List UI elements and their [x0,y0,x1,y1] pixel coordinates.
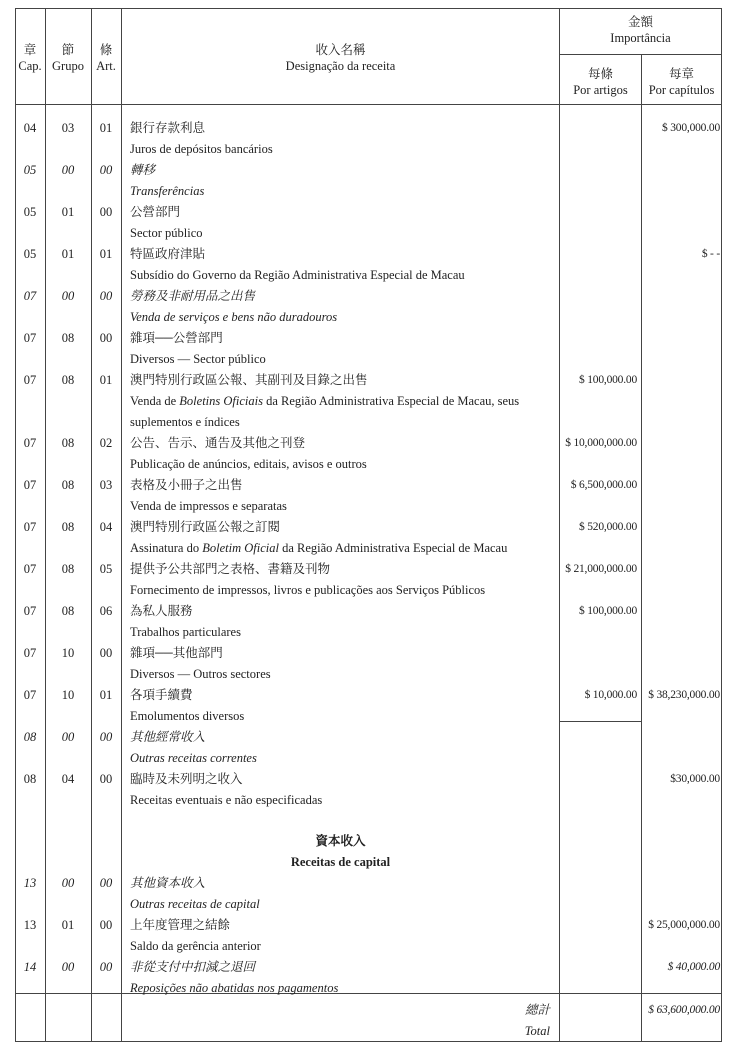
designation-zh: 公告、告示、通告及其他之刊登 [130,436,306,450]
table-row [15,517,722,538]
table-row-pt [15,936,722,957]
designation-pt: Outras receitas correntes [130,751,257,765]
art-cell: 00 [99,960,113,974]
table-row [15,915,722,936]
table-row [15,769,722,790]
designation-zh: 轉移 [130,163,156,177]
designation-pt: Receitas eventuais e não especificadas [130,793,323,807]
header-art [91,42,121,74]
table-row-pt [15,894,722,915]
header-importancia [560,14,721,46]
designation-pt: Venda de impressos e separatas [130,499,287,513]
header-por-artigos-zh: 每條 [587,67,613,81]
table-row-pt [15,622,722,643]
designation-pt: Subsídio do Governo da Região Administrativa Especial de Macau [130,268,465,282]
grupo-cell: 08 [61,436,75,450]
amount-por-artigo: $ 10,000,000.00 [565,437,637,449]
grupo-cell: 01 [61,247,75,261]
total-label-zh: 總計 [524,1003,550,1017]
header-grupo-zh: 節 [61,43,75,57]
amount-por-artigo: $ 6,500,000.00 [570,479,637,491]
table-row-pt [15,391,722,433]
header-por-capitulos-pt: Por capítulos [648,83,715,97]
art-cell: 01 [99,373,113,387]
amount-por-artigo: $ 100,000.00 [579,374,637,386]
grupo-cell: 08 [61,331,75,345]
amount-por-artigo: $ 520,000.00 [579,521,637,533]
grupo-cell: 00 [61,876,75,890]
cap-cell: 14 [23,960,37,974]
cap-cell: 07 [23,688,37,702]
designation-pt [130,538,507,559]
designation-zh: 非從支付中扣減之退回 [130,960,256,974]
designation-pt [130,391,560,433]
table-row-pt [15,706,722,727]
art-cell: 00 [99,646,113,660]
grupo-cell: 10 [61,646,75,660]
art-cell: 05 [99,562,113,576]
amount-por-capitulo: $ 300,000.00 [662,122,720,134]
header-art-pt: Art. [96,59,116,73]
table-row-pt [15,748,722,769]
cap-cell: 07 [23,478,37,492]
header-grupo [45,42,91,74]
grupo-cell: 08 [61,373,75,387]
cap-cell: 08 [23,730,37,744]
grupo-cell: 00 [61,960,75,974]
cap-cell: 07 [23,373,37,387]
table-row-pt [15,790,722,811]
art-cell: 00 [99,876,113,890]
table-row [15,328,722,349]
amount-por-capitulo: $ - - [701,248,720,260]
section-heading-pt: Receitas de capital [290,855,391,869]
designation-pt: Juros de depósitos bancários [130,142,273,156]
designation-zh: 公營部門 [130,205,181,219]
cap-cell: 07 [23,520,37,534]
table-row-pt [15,538,722,559]
art-cell: 03 [99,478,113,492]
cap-cell: 07 [23,436,37,450]
total-label-pt: Total [524,1024,550,1038]
cap-cell: 07 [23,562,37,576]
header-cap-pt: Cap. [18,59,42,73]
cap-cell: 04 [23,121,37,135]
designation-zh: 上年度管理之結餘 [130,918,231,932]
amount-por-capitulo: $30,000.00 [670,773,720,785]
table-row-pt [15,307,722,328]
table-row [15,244,722,265]
cap-cell: 13 [23,876,37,890]
grupo-cell: 00 [61,289,75,303]
table-row-pt [15,265,722,286]
designation-zh: 特區政府津貼 [130,247,206,261]
art-cell: 01 [99,688,113,702]
designation-pt-part: da Região Administrativa Especial de Macau [278,541,508,555]
designation-pt: Venda de serviços e bens não duradouros [130,310,338,324]
revenue-table [15,8,722,1042]
table-row [15,601,722,622]
designation-pt-part: Venda de [130,394,180,408]
art-cell: 00 [99,331,113,345]
table-row [15,370,722,391]
header-grupo-pt: Grupo [52,59,84,73]
header-designacao [122,42,559,74]
designation-zh: 為私人服務 [130,604,193,618]
designation-pt: Diversos — Sector público [130,352,266,366]
designation-zh: 澳門特別行政區公報、其副刊及目錄之出售 [130,373,368,387]
designation-zh: 銀行存款利息 [130,121,206,135]
amount-por-capitulo: $ 25,000,000.00 [648,919,720,931]
designation-pt: Reposições não abatidas nos pagamentos [130,981,339,995]
amount-por-capitulo: $ 38,230,000.00 [648,689,720,701]
amount-por-capitulo: $ 40,000.00 [667,961,720,973]
header-art-zh: 條 [99,43,113,57]
table-row-pt [15,454,722,475]
designation-pt: Outras receitas de capital [130,897,260,911]
cap-cell: 07 [23,289,37,303]
table-row [15,727,722,748]
art-cell: 01 [99,121,113,135]
grupo-cell: 04 [61,772,75,786]
total-row-pt [15,1021,722,1042]
cap-cell: 07 [23,646,37,660]
table-row-pt [15,349,722,370]
table-row [15,118,722,139]
table-row-pt [15,580,722,601]
header-por-capitulos [642,66,721,98]
designation-zh: 提供予公共部門之表格、書籍及刊物 [130,562,331,576]
amount-por-artigo: $ 10,000.00 [584,689,637,701]
grupo-cell: 08 [61,562,75,576]
designation-zh: 臨時及未列明之收入 [130,772,243,786]
header-designacao-zh: 收入名稱 [315,43,366,57]
boletim-oficial-title: Boletim Oficial [202,541,279,555]
designation-pt: Diversos — Outros sectores [130,667,271,681]
header-por-artigos-pt: Por artigos [573,83,628,97]
header-designacao-pt: Designação da receita [285,59,396,73]
table-row [15,433,722,454]
section-heading-zh: 資本收入 [315,834,366,848]
cap-cell: 07 [23,604,37,618]
table-row-pt [15,664,722,685]
cap-cell: 05 [23,163,37,177]
grupo-cell: 08 [61,478,75,492]
header-por-capitulos-zh: 每章 [668,67,694,81]
header-importancia-zh: 金額 [627,15,653,29]
table-row-pt [15,496,722,517]
table-row [15,475,722,496]
grupo-cell: 08 [61,520,75,534]
table-row-pt [15,223,722,244]
cap-cell: 07 [23,331,37,345]
table-border-top [15,8,722,9]
designation-pt: Sector público [130,226,203,240]
header-importancia-pt: Importância [610,31,671,45]
table-row [15,286,722,307]
designation-zh: 各項手續費 [130,688,193,702]
designation-zh: 雜項──公營部門 [130,331,223,345]
table-row-pt [15,978,722,999]
boletins-oficiais-title: Boletins Oficiais [179,394,263,408]
grupo-cell: 01 [61,918,75,932]
grupo-cell: 08 [61,604,75,618]
art-cell: 06 [99,604,113,618]
art-cell: 00 [99,918,113,932]
designation-pt: Emolumentos diversos [130,709,245,723]
art-cell: 00 [99,205,113,219]
section-heading [15,831,722,852]
designation-pt-part: da Região Administrativa Especial de Macau, seus suplementos e índices [130,394,520,429]
designation-zh: 澳門特別行政區公報之訂閱 [130,520,281,534]
section-heading [15,852,722,873]
art-cell: 00 [99,772,113,786]
table-row [15,685,722,706]
designation-pt: Trabalhos particulares [130,625,241,639]
grupo-cell: 00 [61,163,75,177]
header-divider [559,54,722,55]
total-value: $ 63,600,000.00 [648,1004,720,1016]
grupo-cell: 00 [61,730,75,744]
designation-zh: 雜項──其他部門 [130,646,223,660]
cap-cell: 08 [23,772,37,786]
designation-pt-part: Assinatura do [130,541,203,555]
designation-zh: 表格及小冊子之出售 [130,478,243,492]
header-cap [15,42,45,74]
designation-zh: 勞務及非耐用品之出售 [130,289,256,303]
cap-cell: 05 [23,205,37,219]
designation-pt: Saldo da gerência anterior [130,939,261,953]
header-cap-zh: 章 [23,43,37,57]
table-row [15,202,722,223]
cap-cell: 05 [23,247,37,261]
table-row [15,643,722,664]
header-bottom-rule [15,104,722,105]
grupo-cell: 03 [61,121,75,135]
art-cell: 00 [99,163,113,177]
designation-zh: 其他資本收入 [130,876,206,890]
art-cell: 00 [99,730,113,744]
table-row [15,160,722,181]
art-cell: 02 [99,436,113,450]
cap-cell: 13 [23,918,37,932]
total-row [15,1000,722,1021]
table-row-pt [15,181,722,202]
grupo-cell: 01 [61,205,75,219]
art-cell: 01 [99,247,113,261]
designation-pt: Transferências [130,184,205,198]
table-row [15,957,722,978]
amount-por-artigo: $ 21,000,000.00 [565,563,637,575]
amount-por-artigo: $ 100,000.00 [579,605,637,617]
art-cell: 04 [99,520,113,534]
table-row [15,873,722,894]
table-row [15,559,722,580]
designation-pt: Publicação de anúncios, editais, avisos e outros [130,457,367,471]
header-por-artigos [560,66,641,98]
designation-pt: Fornecimento de impressos, livros e publicações aos Serviços Públicos [130,583,486,597]
table-row-pt [15,139,722,160]
designation-zh: 其他經常收入 [130,730,206,744]
art-cell: 00 [99,289,113,303]
grupo-cell: 10 [61,688,75,702]
